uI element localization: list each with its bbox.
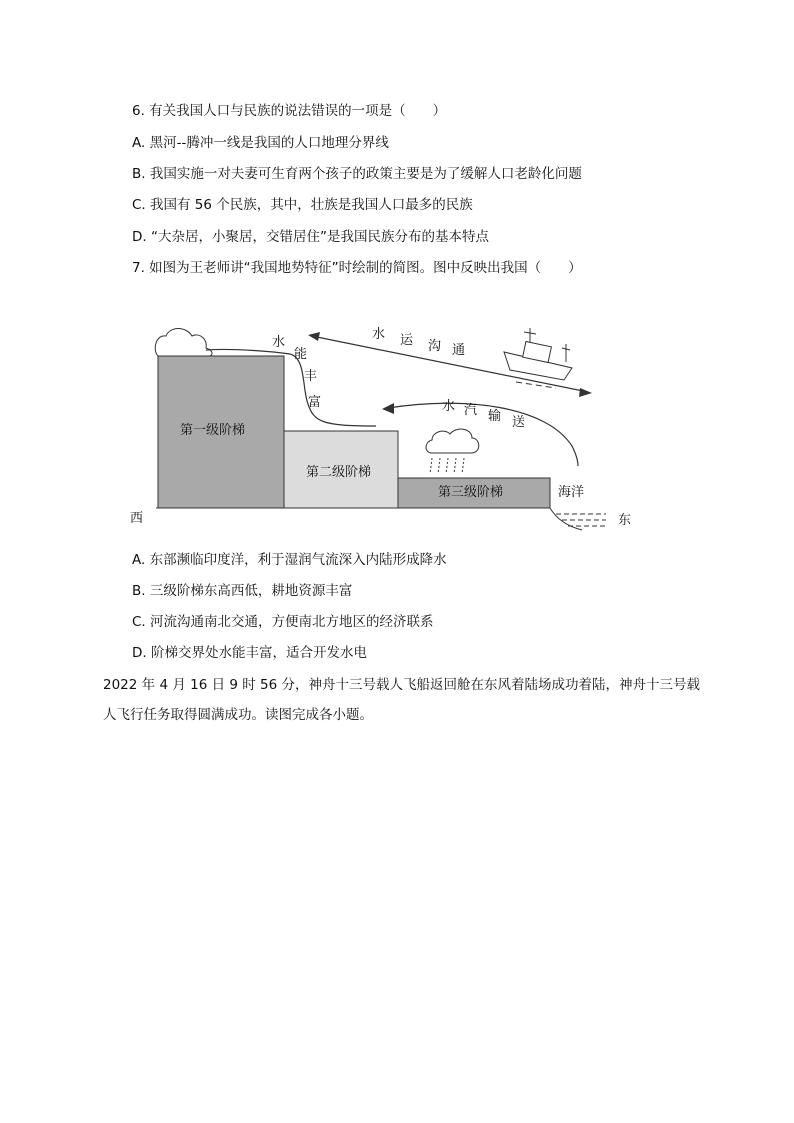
question-7-stem: 7. 如图为王老师讲“我国地势特征”时绘制的简图。图中反映出我国（ ） [132, 260, 582, 276]
vapor-char-1: 水 [442, 399, 456, 414]
hydro-char-1: 水 [272, 335, 286, 350]
question-6-option-c: C. 我国有 56 个民族，其中，壮族是我国人口最多的民族 [132, 197, 473, 213]
terrain-steps-diagram [126, 318, 638, 536]
mountain-snow-icon [155, 329, 212, 357]
passage-intro-line-2: 人飞行任务取得圆满成功。读图完成各小题。 [103, 707, 373, 723]
step-3-label: 第三级阶梯 [438, 485, 504, 500]
shipping-char-2: 运 [400, 333, 414, 348]
shipping-char-1: 水 [372, 327, 386, 342]
question-7-option-d: D. 阶梯交界处水能丰富，适合开发水电 [132, 645, 367, 661]
rain-cloud-icon [426, 429, 479, 474]
ocean-label: 海洋 [558, 485, 585, 500]
ocean-waves [556, 514, 606, 526]
vapor-arrow-head [382, 403, 394, 414]
shipping-arrow-right-head [579, 388, 592, 397]
vapor-char-2: 汽 [464, 403, 478, 418]
hydro-char-3: 丰 [304, 369, 318, 384]
hydro-char-2: 能 [294, 347, 308, 362]
vapor-char-3: 输 [488, 409, 502, 424]
question-6-stem: 6. 有关我国人口与民族的说法错误的一项是（ ） [132, 103, 447, 119]
hydro-char-4: 富 [308, 395, 322, 410]
question-7-option-b: B. 三级阶梯东高西低，耕地资源丰富 [132, 583, 353, 599]
shipping-arrow-left-head [308, 332, 320, 341]
question-7-option-a: A. 东部濒临印度洋，利于湿润气流深入内陆形成降水 [132, 552, 447, 568]
question-6-option-d: D. “大杂居，小聚居，交错居住”是我国民族分布的基本特点 [132, 229, 489, 245]
step-1-label: 第一级阶梯 [180, 423, 246, 438]
vapor-char-4: 送 [512, 415, 526, 430]
coast-curve [550, 508, 582, 530]
question-6-option-b: B. 我国实施一对夫妻可生育两个孩子的政策主要是为了缓解人口老龄化问题 [132, 166, 582, 182]
ship-icon [504, 328, 572, 388]
passage-intro-line-1: 2022 年 4 月 16 日 9 时 56 分，神舟十三号载人飞船返回舱在东风着陆场成功着陆，神舟十三号载 [103, 677, 701, 693]
east-label: 东 [618, 513, 632, 528]
question-6-option-a: A. 黑河--腾冲一线是我国的人口地理分界线 [132, 135, 389, 151]
step-2-label: 第二级阶梯 [306, 465, 372, 480]
shipping-char-4: 通 [452, 343, 466, 358]
west-label: 西 [130, 511, 144, 526]
question-7-option-c: C. 河流沟通南北交通，方便南北方地区的经济联系 [132, 614, 434, 630]
shipping-char-3: 沟 [428, 339, 442, 354]
